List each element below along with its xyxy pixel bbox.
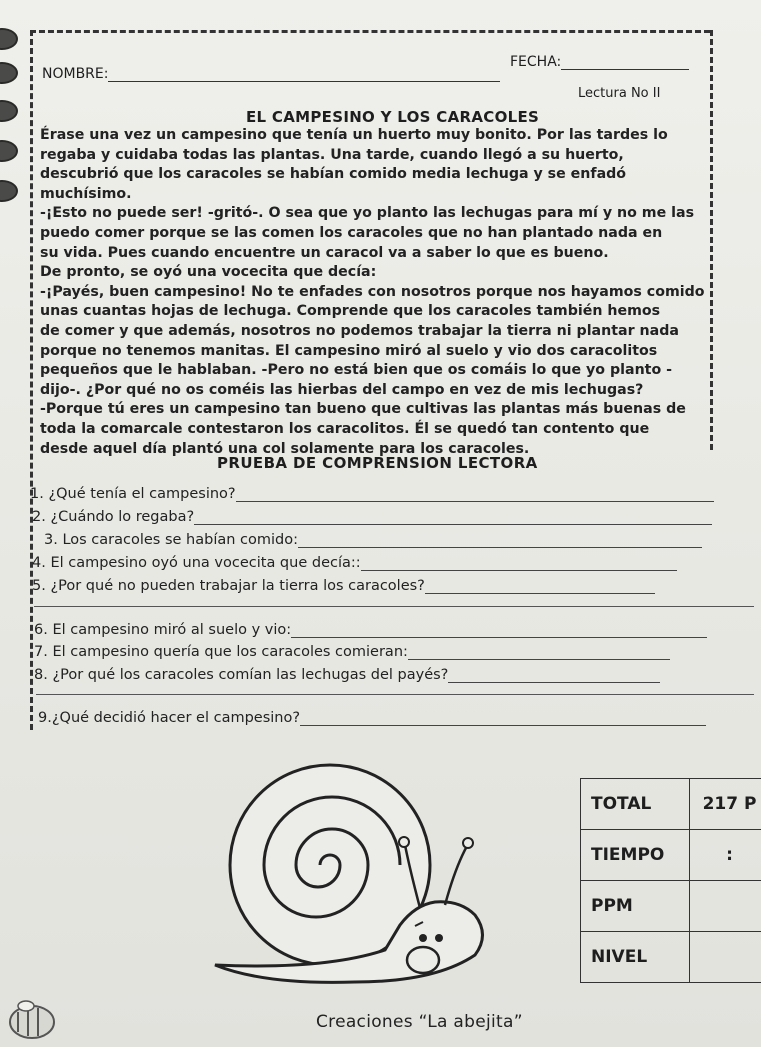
- story-line: pequeños que le hablaban. -Pero no está bien que os comáis lo que yo planto -: [40, 362, 673, 379]
- score-value[interactable]: [690, 881, 761, 932]
- question-5: [32, 578, 655, 594]
- answer-blank[interactable]: [300, 710, 706, 726]
- nombre-field[interactable]: [42, 66, 500, 82]
- binder-hole-icon: [0, 62, 18, 84]
- question-1: [30, 486, 714, 502]
- story-line: -¡Payés, buen campesino! No te enfades con nosotros porque nos hayamos comido: [40, 283, 705, 300]
- score-label: TOTAL: [581, 779, 690, 830]
- story-line: descubrió que los caracoles se habían comido media lechuga y se enfadó: [40, 166, 627, 183]
- answer-line[interactable]: [34, 606, 754, 607]
- question-3: [44, 532, 702, 548]
- fecha-field[interactable]: [510, 54, 689, 70]
- answer-blank[interactable]: [236, 486, 714, 502]
- score-label: TIEMPO: [581, 830, 690, 881]
- story-line: De pronto, se oyó una vocecita que decía:: [40, 264, 377, 281]
- score-table: [580, 778, 761, 983]
- fecha-blank[interactable]: [561, 55, 689, 70]
- binder-hole-icon: [0, 140, 18, 162]
- question-text: 9.¿Qué decidió hacer el campesino?: [38, 710, 301, 726]
- binder-hole-icon: [0, 28, 18, 50]
- question-text: 2. ¿Cuándo lo regaba?: [32, 509, 195, 525]
- answer-blank[interactable]: [361, 555, 677, 571]
- bee-logo-icon: [2, 998, 62, 1044]
- question-text: 7. El campesino quería que los caracoles comieran:: [34, 644, 408, 660]
- story-line: porque no tenemos manitas. El campesino miró al suelo y vio dos caracolitos: [40, 342, 658, 359]
- answer-blank[interactable]: [194, 509, 712, 525]
- score-row-nivel: [581, 932, 761, 983]
- score-row-total: [581, 779, 761, 830]
- score-label: PPM: [581, 881, 690, 932]
- quiz-title: PRUEBA DE COMPRENSION LECTORA: [217, 454, 538, 472]
- story-title: EL CAMPESINO Y LOS CARACOLES: [246, 108, 540, 126]
- score-value[interactable]: [690, 932, 761, 983]
- lectura-number-label: Lectura No II: [578, 86, 661, 101]
- question-6: [34, 622, 707, 638]
- question-text: 8. ¿Por qué los caracoles comían las lechugas del payés?: [34, 667, 449, 683]
- score-value[interactable]: 217 P: [690, 779, 761, 830]
- snail-illustration-icon: [205, 750, 505, 1000]
- story-line: desde aquel día plantó una col solamente para los caracoles.: [40, 440, 530, 457]
- footer-credit: Creaciones “La abejita”: [316, 1012, 523, 1032]
- story-line: unas cuantas hojas de lechuga. Comprende que los caracoles también hemos: [40, 303, 661, 320]
- question-8: [34, 667, 660, 683]
- answer-line[interactable]: [36, 694, 754, 695]
- story-line: puedo comer porque se las comen los caracoles que no han plantado nada en: [40, 224, 663, 241]
- answer-blank[interactable]: [291, 622, 707, 638]
- dashed-border-left: [30, 30, 33, 730]
- answer-blank[interactable]: [298, 532, 702, 548]
- binder-hole-icon: [0, 100, 18, 122]
- nombre-blank[interactable]: [108, 67, 500, 82]
- nombre-label: NOMBRE:: [42, 66, 109, 82]
- question-text: 4. El campesino oyó una vocecita que decía::: [32, 555, 361, 571]
- dashed-border-top: [30, 30, 710, 33]
- story-line: regaba y cuidaba todas las plantas. Una tarde, cuando llegó a su huerto,: [40, 146, 624, 163]
- story-body: [40, 126, 715, 459]
- story-line: toda la comarcale contestaron los caracolitos. Él se quedó tan contento que: [40, 420, 650, 437]
- answer-blank[interactable]: [425, 578, 655, 594]
- story-line: dijo-. ¿Por qué no os coméis las hierbas del campo en vez de mis lechugas?: [40, 381, 644, 398]
- question-text: 3. Los caracoles se habían comido:: [44, 532, 298, 548]
- question-9: [38, 710, 706, 726]
- story-line: muchísimo.: [40, 185, 132, 202]
- question-text: 5. ¿Por qué no pueden trabajar la tierra los caracoles?: [32, 578, 425, 594]
- question-text: 6. El campesino miró al suelo y vio:: [34, 622, 292, 638]
- question-7: [34, 644, 670, 660]
- binder-hole-icon: [0, 180, 18, 202]
- story-line: -Porque tú eres un campesino tan bueno que cultivas las plantas más buenas de: [40, 401, 686, 418]
- story-line: -¡Esto no puede ser! -gritó-. O sea que yo planto las lechugas para mí y no me las: [40, 205, 695, 222]
- question-text: 1. ¿Qué tenía el campesino?: [30, 486, 236, 502]
- story-line: de comer y que además, nosotros no podemos trabajar la tierra ni plantar nada: [40, 322, 679, 339]
- answer-blank[interactable]: [408, 644, 670, 660]
- answer-blank[interactable]: [448, 667, 660, 683]
- score-label: NIVEL: [581, 932, 690, 983]
- question-4: [32, 555, 677, 571]
- fecha-label: FECHA:: [510, 54, 562, 70]
- story-line: Érase una vez un campesino que tenía un huerto muy bonito. Por las tardes lo: [40, 127, 668, 143]
- score-row-ppm: [581, 881, 761, 932]
- story-line: su vida. Pues cuando encuentre un caracol va a saber lo que es bueno.: [40, 244, 609, 261]
- score-value[interactable]: :: [690, 830, 761, 881]
- question-2: [32, 509, 712, 525]
- score-row-tiempo: [581, 830, 761, 881]
